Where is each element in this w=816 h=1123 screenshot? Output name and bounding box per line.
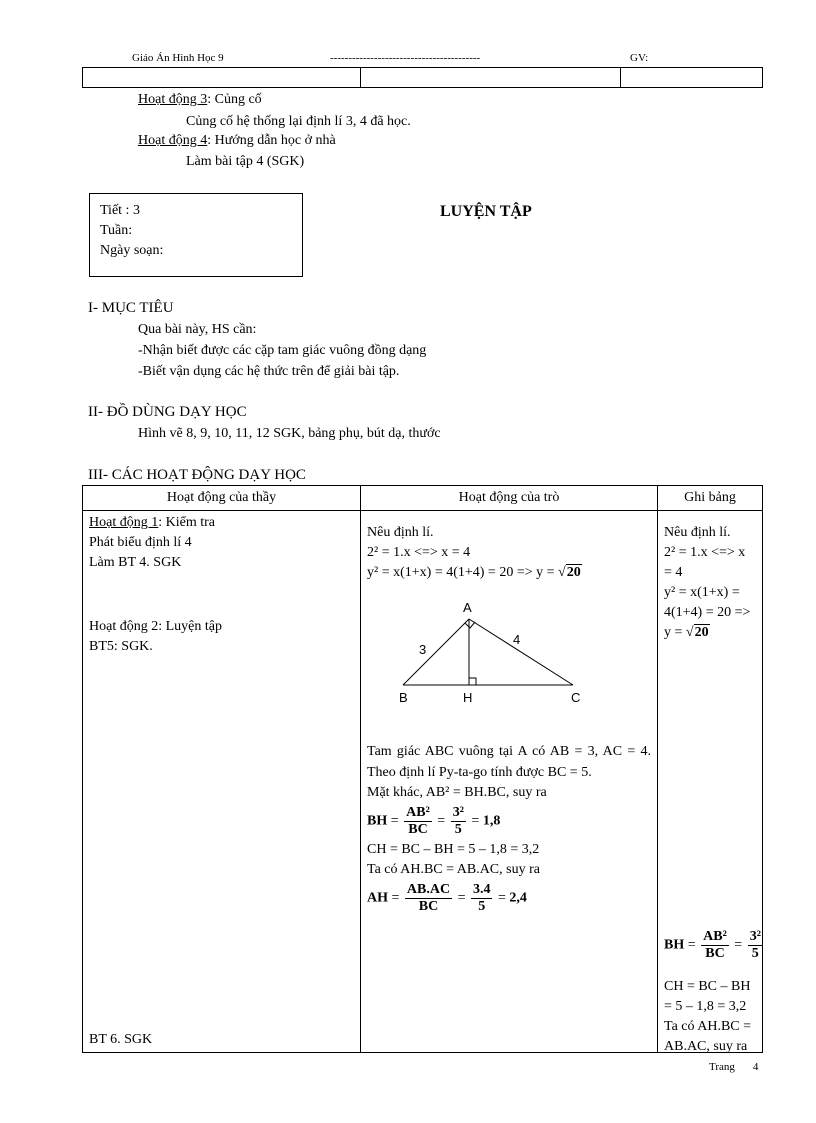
lesson-week: Tuần:: [100, 223, 133, 238]
student-line: Ta có AH.BC = AB.AC, suy ra: [367, 862, 540, 877]
board-line: 2² = 1.x <=> x: [664, 545, 746, 560]
page-title: LUYỆN TẬP: [440, 203, 532, 220]
student-line: 2² = 1.x <=> x = 4: [367, 545, 471, 560]
student-line: Mặt khác, AB² = BH.BC, suy ra: [367, 785, 547, 800]
label-ab-length: 3: [419, 642, 427, 657]
board-bh-formula: BH = $\frac{\text{AB²}}{BC}$ = $\frac{\text{3²}}{5}$: [664, 929, 761, 961]
board-notes-cell: [658, 511, 763, 1053]
bh-formula: BH = $\frac{\text{AB²}}{BC}$ = $\frac{\text{3²}}{5}$ = 1,8: [367, 805, 501, 837]
board-line: 4(1+4) = 20 =>: [664, 605, 751, 620]
segment-ab: [403, 619, 469, 685]
activity-2: Hoạt động 2: Luyện tập: [89, 619, 222, 634]
student-line: y² = x(1+x) = 4(1+4) = 20 => y = √20: [367, 565, 581, 580]
teacher-line: BT 6. SGK: [89, 1032, 153, 1047]
board-line: = 4: [664, 565, 683, 580]
activities-table: [82, 485, 763, 1053]
student-paragraph: Tam giác ABC vuông tại A có AB = 3, AC = 4. Theo định lí Py-ta-go tính được BC = 5.: [367, 744, 651, 780]
section-1-line: -Biết vận dụng các hệ thức trên để giải bài tập.: [138, 364, 400, 379]
board-line: y = √20: [664, 625, 709, 640]
lesson-date: Ngày soạn:: [100, 243, 164, 258]
header-table: [82, 67, 763, 88]
activity-3-detail: Củng cố hệ thống lại định lí 3, 4 đã học.: [186, 114, 411, 129]
activity-3: Hoạt động 3: Củng cố: [138, 92, 262, 107]
board-ch: CH = BC – BH = 5 – 1,8 = 3,2 Ta có AH.BC = AB.AC, suy ra: [664, 979, 752, 1054]
label-h: H: [463, 690, 473, 705]
ah-formula: AH = $\frac{AB.AC}{BC}$ = $\frac{3.4}{5}$ = 2,4: [367, 882, 527, 914]
activity-4-detail: Làm bài tập 4 (SGK): [186, 154, 305, 169]
teacher-line: Phát biểu định lí 4: [89, 535, 192, 550]
label-ac-length: 4: [513, 632, 521, 647]
board-line: y² = x(1+x) =: [664, 585, 740, 600]
section-1-heading: I- MỤC TIÊU: [88, 300, 174, 316]
student-line: Nêu định lí.: [367, 525, 434, 540]
lesson-info-box: [89, 193, 303, 277]
label-a: A: [463, 600, 472, 615]
section-1-line: Qua bài này, HS cần:: [138, 322, 257, 337]
triangle-figure: [367, 599, 627, 729]
student-line: CH = BC – BH = 5 – 1,8 = 3,2: [367, 842, 540, 857]
teacher-activity-cell: [83, 511, 361, 1053]
right-angle-mark: [469, 678, 476, 685]
column-header: Ghi bảng: [658, 486, 763, 511]
student-activity-cell: [361, 511, 658, 1053]
activity-1: Hoạt động 1: Kiểm tra: [89, 515, 215, 530]
teacher-line: Làm BT 4. SGK: [89, 555, 182, 570]
segment-ac: [469, 619, 573, 685]
column-header: Hoạt động của thầy: [83, 486, 361, 511]
header-left: Giáo Án Hình Học 9: [132, 52, 224, 64]
section-3-heading: III- CÁC HOẠT ĐỘNG DẠY HỌC: [88, 467, 306, 483]
right-angle-mark-a: [465, 622, 475, 628]
label-c: C: [571, 690, 581, 705]
header-right: GV:: [630, 52, 649, 64]
activity-4: Hoạt động 4: Hướng dẫn học ở nhà: [138, 133, 336, 148]
board-line: Nêu định lí.: [664, 525, 731, 540]
header-middle: -----------------------------------------: [330, 52, 481, 64]
section-2-line: Hình vẽ 8, 9, 10, 11, 12 SGK, bảng phụ, bút dạ, thước: [138, 426, 441, 441]
lesson-period: Tiết : 3: [100, 203, 140, 218]
section-2-heading: II- ĐỒ DÙNG DẠY HỌC: [88, 404, 247, 420]
footer-page: Trang 4: [709, 1061, 759, 1073]
section-1-line: -Nhận biết được các cặp tam giác vuông đồng dạng: [138, 343, 427, 358]
column-header: Hoạt động của trò: [361, 486, 658, 511]
label-b: B: [399, 690, 408, 705]
teacher-line: BT5: SGK.: [89, 639, 153, 654]
